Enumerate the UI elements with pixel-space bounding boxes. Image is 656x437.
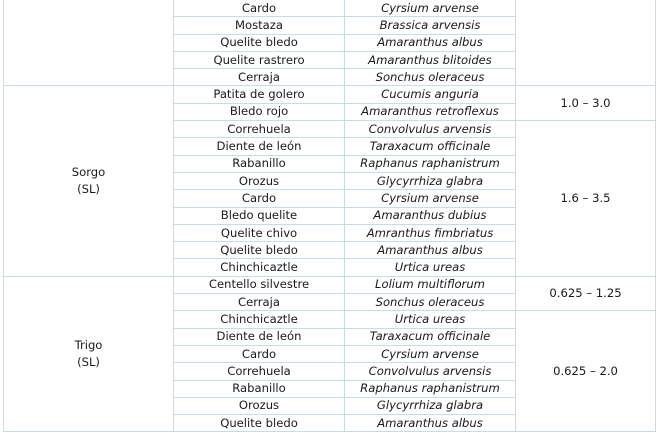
weed-scientific-name: Amaranthus blitoides [345,51,516,68]
crop-name: Trigo [74,338,103,353]
weed-common-name: Quelite chivo [174,224,345,241]
dose-cell: 1.6 – 3.5 [516,121,656,277]
weed-scientific-name: Urtica ureas [345,259,516,276]
weed-dose-table [3,0,656,432]
crop-code: (SL) [77,355,100,370]
crop-cell-trigo [4,276,174,432]
weed-scientific-name: Amaranthus albus [345,34,516,51]
weed-common-name: Quelite bledo [174,242,345,259]
weed-common-name: Correhuela [174,363,345,380]
table-row [4,0,656,17]
weed-scientific-name: Amaranthus retroflexus [345,103,516,120]
crop-name: Sorgo [71,165,106,180]
crop-cell-sorgo [4,86,174,276]
weed-scientific-name: Cyrsium arvense [345,345,516,362]
weed-common-name: Cerraja [174,69,345,86]
table-row [4,86,656,103]
weed-scientific-name: Raphanus raphanistrum [345,380,516,397]
weed-scientific-name: Convolvulus arvensis [345,363,516,380]
weed-scientific-name: Taraxacum officinale [345,328,516,345]
weed-scientific-name: Sonchus oleraceus [345,69,516,86]
weed-scientific-name: Raphanus raphanistrum [345,155,516,172]
weed-scientific-name: Convolvulus arvensis [345,121,516,138]
weed-common-name: Quelite bledo [174,34,345,51]
weed-common-name: Cardo [174,0,345,17]
weed-scientific-name: Taraxacum officinale [345,138,516,155]
weed-common-name: Centello silvestre [174,276,345,293]
weed-scientific-name: Brassica arvensis [345,17,516,34]
weed-common-name: Chinchicaztle [174,259,345,276]
weed-scientific-name: Cyrsium arvense [345,0,516,17]
table-row [4,276,656,293]
crop-code: (SL) [77,182,100,197]
weed-common-name: Diente de león [174,328,345,345]
weed-scientific-name: Sonchus oleraceus [345,294,516,311]
weed-scientific-name: Amaranthus albus [345,415,516,432]
weed-common-name: Diente de león [174,138,345,155]
weed-common-name: Cardo [174,345,345,362]
weed-common-name: Cardo [174,190,345,207]
weed-scientific-name: Amaranthus albus [345,242,516,259]
weed-common-name: Quelite bledo [174,415,345,432]
weed-scientific-name: Amranthus fimbriatus [345,224,516,241]
weed-scientific-name: Lolium multiflorum [345,276,516,293]
dose-cell: 1.0 – 3.0 [516,86,656,121]
weed-scientific-name: Cucumis anguria [345,86,516,103]
dose-cell [516,0,656,86]
weed-scientific-name: Cyrsium arvense [345,190,516,207]
weed-common-name: Orozus [174,397,345,414]
weed-common-name: Bledo quelite [174,207,345,224]
dose-cell: 0.625 – 2.0 [516,311,656,432]
weed-scientific-name: Glycyrrhiza glabra [345,397,516,414]
weed-common-name: Cerraja [174,294,345,311]
weed-common-name: Patita de golero [174,86,345,103]
weed-scientific-name: Urtica ureas [345,311,516,328]
weed-scientific-name: Amaranthus dubius [345,207,516,224]
weed-common-name: Chinchicaztle [174,311,345,328]
weed-common-name: Orozus [174,172,345,189]
weed-common-name: Correhuela [174,121,345,138]
weed-common-name: Quelite rastrero [174,51,345,68]
weed-common-name: Rabanillo [174,155,345,172]
weed-common-name: Bledo rojo [174,103,345,120]
weed-common-name: Mostaza [174,17,345,34]
weed-scientific-name: Glycyrrhiza glabra [345,172,516,189]
crop-cell [4,0,174,86]
dose-cell: 0.625 – 1.25 [516,276,656,311]
weed-common-name: Rabanillo [174,380,345,397]
